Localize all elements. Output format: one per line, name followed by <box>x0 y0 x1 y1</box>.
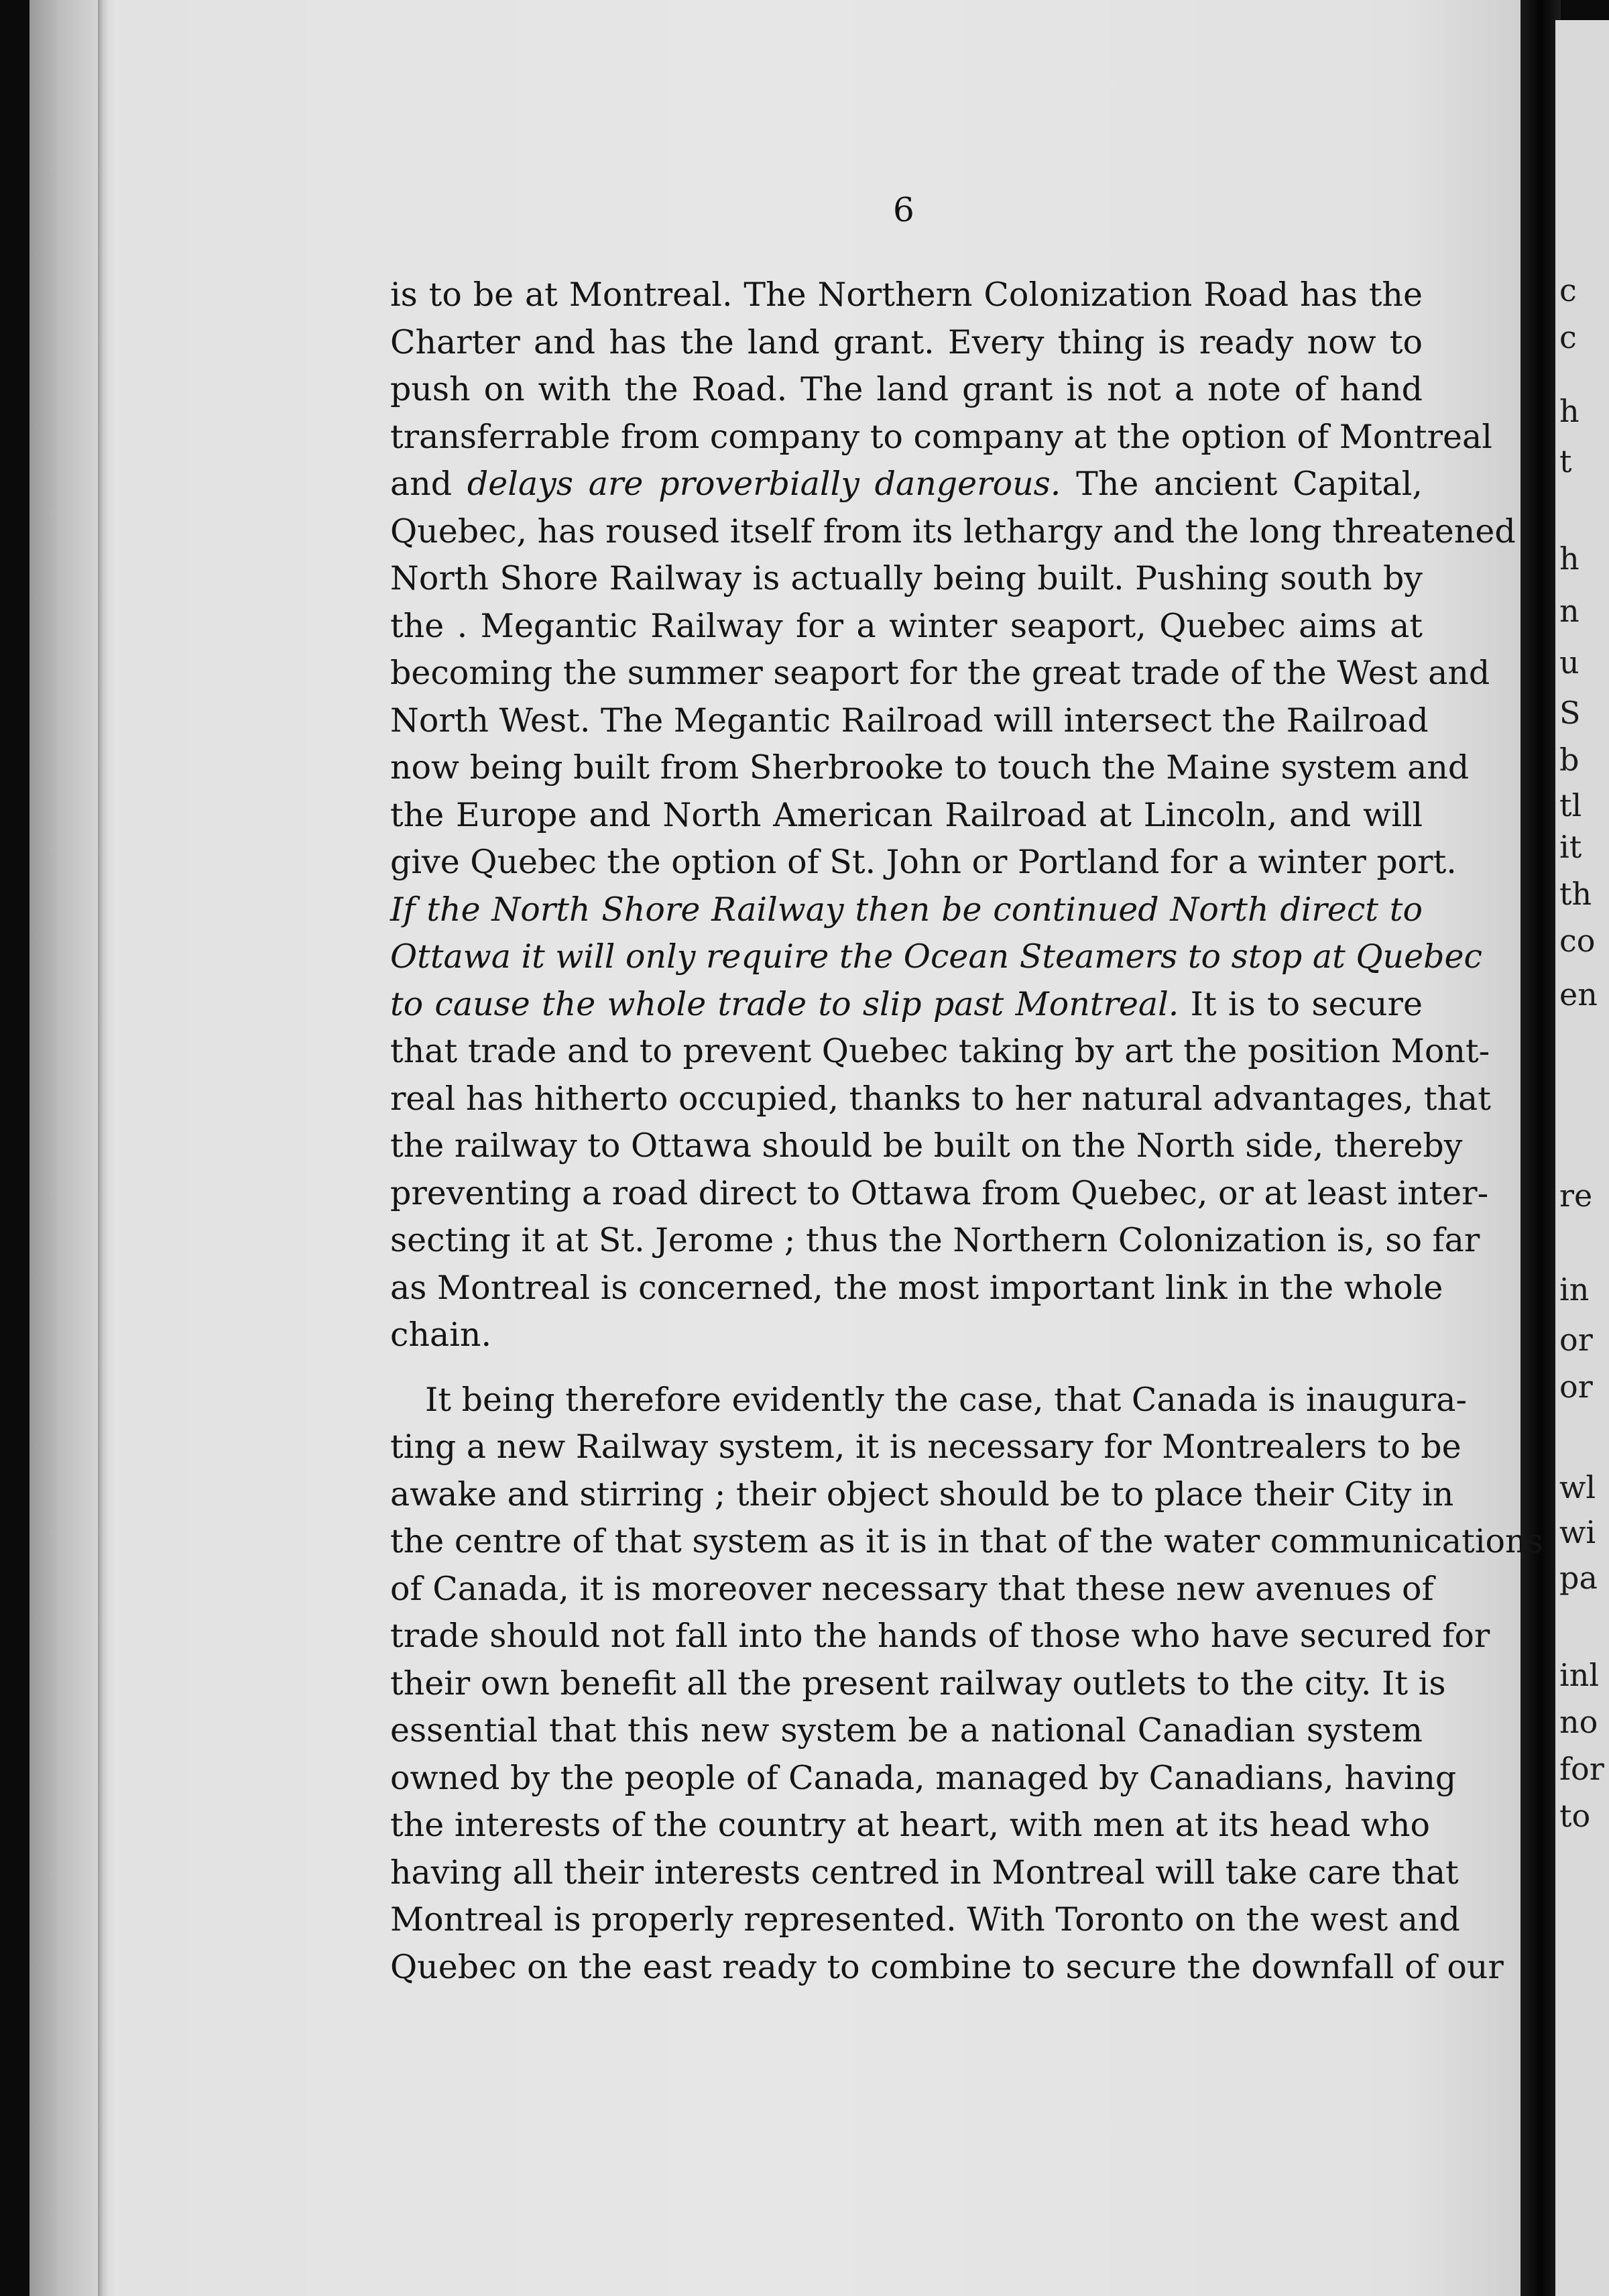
adjacent-page-text: co <box>1559 923 1596 959</box>
text-line <box>390 1126 1463 1166</box>
text-span: the . Megantic Railway for a winter seaport, Quebec aims at <box>390 606 1423 645</box>
italic-text-span: Ottawa it will only require the Ocean Steamers to stop at Quebec <box>390 937 1482 976</box>
text-line <box>390 417 1492 457</box>
page-left-gutter <box>98 0 109 2296</box>
adjacent-page-text: or <box>1559 1322 1593 1358</box>
text-line <box>390 1522 1543 1562</box>
adjacent-page-text: pa <box>1559 1560 1598 1596</box>
text-line <box>390 748 1470 788</box>
adjacent-page-text: n <box>1559 593 1580 629</box>
adjacent-page-text: in <box>1559 1271 1590 1308</box>
text-line <box>390 1711 1423 1751</box>
text-line <box>390 1569 1434 1609</box>
italic-text-span: If the North Shore Railway then be continued North direct to <box>390 890 1423 929</box>
text-line <box>390 559 1423 599</box>
adjacent-page-text: en <box>1559 976 1598 1013</box>
text-span: their own benefit all the present railway outlets to the city. It is <box>390 1664 1446 1703</box>
text-span: secting it at St. Jerome ; thus the Northern Colonization is, so far <box>390 1221 1480 1259</box>
text-line <box>390 1031 1490 1072</box>
text-line <box>390 512 1516 552</box>
page-number: 6 <box>893 190 914 229</box>
text-span: and <box>390 465 467 503</box>
text-span: preventing a road direct to Ottawa from Quebec, or at least inter- <box>390 1173 1489 1212</box>
text-line <box>425 1380 1468 1420</box>
text-span: the railway to Ottawa should be built on the North side, thereby <box>390 1127 1463 1165</box>
adjacent-page-text: S <box>1559 695 1581 731</box>
text-span: owned by the people of Canada, managed by Canadians, having <box>390 1758 1457 1797</box>
text-line <box>390 842 1457 882</box>
adjacent-page-text: h <box>1559 540 1580 577</box>
adjacent-page-text: it <box>1559 829 1582 865</box>
text-span: push on with the Road. The land grant is not a note of hand <box>390 370 1423 408</box>
text-span: give Quebec the option of St. John or Portland for a winter port. <box>390 843 1457 881</box>
adjacent-page-text: re <box>1559 1178 1593 1214</box>
text-span: of Canada, it is moreover necessary that these new avenues of <box>390 1569 1434 1608</box>
text-line <box>390 464 1423 504</box>
text-span: as Montreal is concerned, the most important link in the whole <box>390 1268 1443 1307</box>
text-span: North Shore Railway is actually being built. Pushing south by <box>390 559 1423 597</box>
text-line <box>390 890 1423 930</box>
text-line <box>390 1947 1504 1988</box>
adjacent-page-text: to <box>1559 1798 1591 1834</box>
text-span: that trade and to prevent Quebec taking by art the position Mont- <box>390 1032 1490 1070</box>
text-span: North West. The Megantic Railroad will intersect the Railroad <box>390 701 1429 740</box>
text-span: the interests of the country at heart, with men at its head who <box>390 1806 1431 1844</box>
italic-text-span: to cause the whole trade to slip past Montreal. <box>390 984 1179 1023</box>
text-line <box>390 1079 1491 1119</box>
text-span: the centre of that system as it is in that of the water communications <box>390 1522 1543 1560</box>
adjacent-page-text: c <box>1559 319 1577 355</box>
text-line <box>390 1173 1489 1214</box>
text-line <box>390 1427 1462 1467</box>
adjacent-page-text: c <box>1559 272 1577 308</box>
text-line <box>390 1900 1460 1940</box>
adjacent-page-text: tl <box>1559 787 1582 823</box>
adjacent-page-text: wl <box>1559 1469 1596 1505</box>
text-span: Montreal is properly represented. With Toronto on the west and <box>390 1900 1460 1939</box>
text-span: ting a new Railway system, it is necessary for Montrealers to be <box>390 1428 1462 1466</box>
text-span: becoming the summer seaport for the great trade of the West and <box>390 654 1490 692</box>
text-line <box>390 1220 1480 1261</box>
text-line <box>390 984 1423 1025</box>
adjacent-page-text: wi <box>1559 1514 1596 1550</box>
text-span: It being therefore evidently the case, that Canada is inaugura- <box>425 1380 1468 1419</box>
adjacent-page-text: t <box>1559 443 1572 479</box>
text-span: awake and stirring ; their object should be to place their City in <box>390 1475 1454 1513</box>
text-line <box>390 606 1423 646</box>
text-span: having all their interests centred in Montreal will take care that <box>390 1853 1459 1892</box>
text-line <box>390 1758 1457 1798</box>
text-line <box>390 1853 1459 1893</box>
text-line <box>390 323 1423 363</box>
text-span: Quebec on the east ready to combine to secure the downfall of our <box>390 1947 1504 1986</box>
text-span: Charter and has the land grant. Every thing is ready now to <box>390 323 1423 361</box>
text-line <box>390 701 1429 741</box>
text-span: transferrable from company to company at the option of Montreal <box>390 417 1492 456</box>
adjacent-page-text: no <box>1559 1704 1598 1740</box>
text-line <box>390 1315 1423 1355</box>
italic-text-span: delays are proverbially dangerous. <box>467 465 1061 503</box>
text-line <box>390 369 1423 410</box>
adjacent-page-text: b <box>1559 742 1580 778</box>
adjacent-page-text: u <box>1559 644 1580 681</box>
adjacent-page-text: inl <box>1559 1657 1600 1693</box>
text-line <box>390 1268 1443 1308</box>
text-line <box>390 653 1490 693</box>
text-span: Quebec, has roused itself from its lethargy and the long threatened <box>390 512 1516 551</box>
text-line <box>390 1664 1446 1704</box>
adjacent-page-fragment <box>1555 20 1609 2296</box>
adjacent-page-text: or <box>1559 1369 1593 1405</box>
text-line <box>390 795 1423 836</box>
text-span: real has hitherto occupied, thanks to her natural advantages, that <box>390 1079 1491 1118</box>
text-span: essential that this new system be a national Canadian system <box>390 1711 1423 1749</box>
text-span: the Europe and North American Railroad at Lincoln, and will <box>390 795 1423 834</box>
text-line <box>390 275 1423 315</box>
text-line <box>390 1805 1431 1845</box>
text-span: is to be at Montreal. The Northern Colonization Road has the <box>390 276 1423 314</box>
text-line <box>390 1475 1454 1515</box>
text-span: It is to secure <box>1179 984 1423 1023</box>
text-span: The ancient Capital, <box>1061 465 1423 503</box>
text-span: trade should not fall into the hands of those who have secured for <box>390 1617 1490 1655</box>
text-line <box>390 1616 1490 1656</box>
text-span: chain. <box>390 1316 492 1354</box>
text-span: now being built from Sherbrooke to touch the Maine system and <box>390 748 1470 787</box>
text-line <box>390 937 1482 977</box>
adjacent-page-text: th <box>1559 876 1592 912</box>
book-gutter <box>1521 0 1561 2296</box>
adjacent-page-text: for <box>1559 1751 1604 1787</box>
adjacent-page-text: h <box>1559 393 1580 429</box>
